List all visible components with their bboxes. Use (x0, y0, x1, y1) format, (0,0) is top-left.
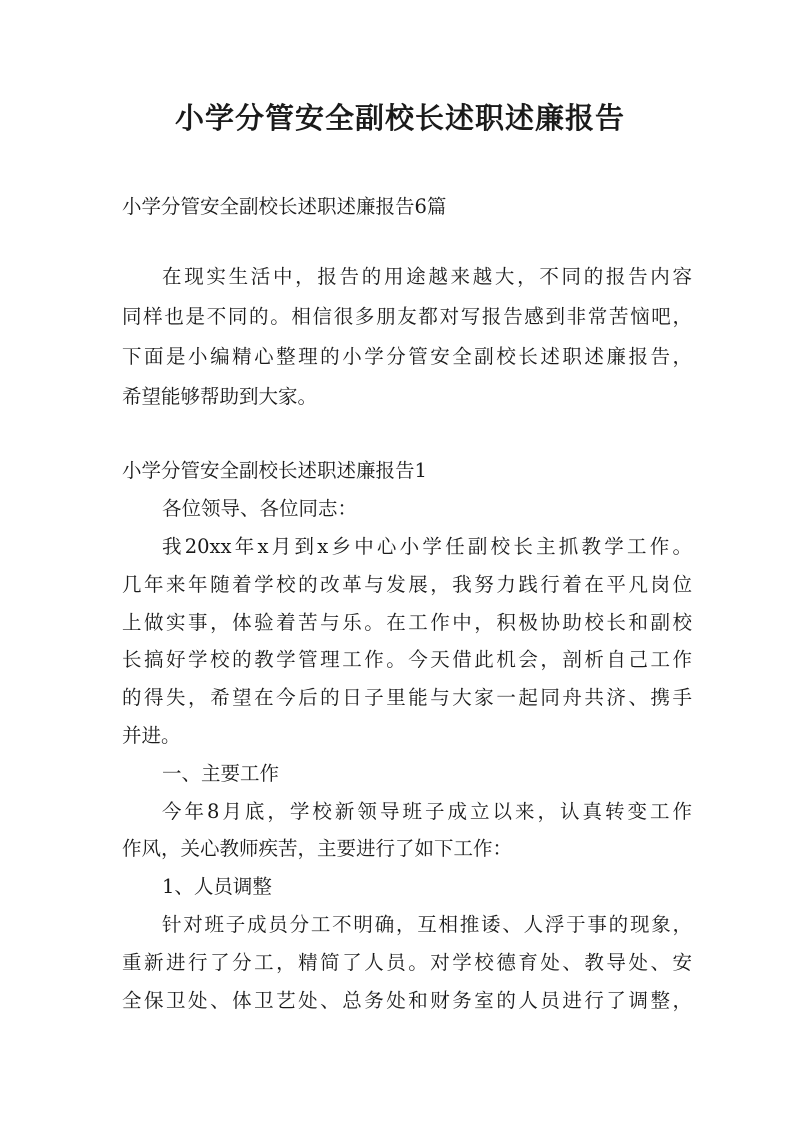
paragraph-line: 我20xx年x月到x乡中心小学任副校长主抓教学工作。 (162, 535, 692, 558)
section-heading: 小学分管安全副校长述职述廉报告1 (122, 459, 427, 482)
intro-line: 希望能够帮助到大家。 (122, 385, 318, 408)
intro-line: 下面是小编精心整理的小学分管安全副校长述职述廉报告， (122, 345, 692, 368)
paragraph-line: 全保卫处、体卫艺处、总务处和财务室的人员进行了调整， (122, 989, 692, 1012)
paragraph-line: 重新进行了分工，精简了人员。对学校德育处、教导处、安 (122, 951, 692, 974)
paragraph-line: 的得失，希望在今后的日子里能与大家一起同舟共济、携手 (122, 686, 692, 709)
greeting: 各位领导、各位同志： (162, 497, 358, 520)
intro-line: 同样也是不同的。相信很多朋友都对写报告感到非常苦恼吧， (122, 305, 692, 328)
paragraph-line: 作风，关心教师疾苦，主要进行了如下工作： (122, 837, 513, 860)
paragraph-line: 长搞好学校的教学管理工作。今天借此机会，剖析自己工作 (122, 648, 692, 671)
paragraph-line: 几年来年随着学校的改革与发展，我努力践行着在平凡岗位 (122, 573, 692, 596)
intro-line: 在现实生活中，报告的用途越来越大，不同的报告内容 (162, 265, 692, 288)
paragraph-line: 今年8月底，学校新领导班子成立以来，认真转变工作 (162, 800, 692, 823)
paragraph-line: 上做实事，体验着苦与乐。在工作中，积极协助校长和副校 (122, 611, 692, 634)
heading-main-work: 一、主要工作 (162, 762, 280, 785)
document-title: 小学分管安全副校长述职述廉报告 (174, 101, 625, 135)
document-subtitle: 小学分管安全副校长述职述廉报告6篇 (122, 195, 447, 218)
paragraph-line: 并进。 (122, 724, 181, 747)
heading-personnel: 1、人员调整 (162, 875, 272, 898)
paragraph-line: 针对班子成员分工不明确，互相推诿、人浮于事的现象， (162, 913, 692, 936)
